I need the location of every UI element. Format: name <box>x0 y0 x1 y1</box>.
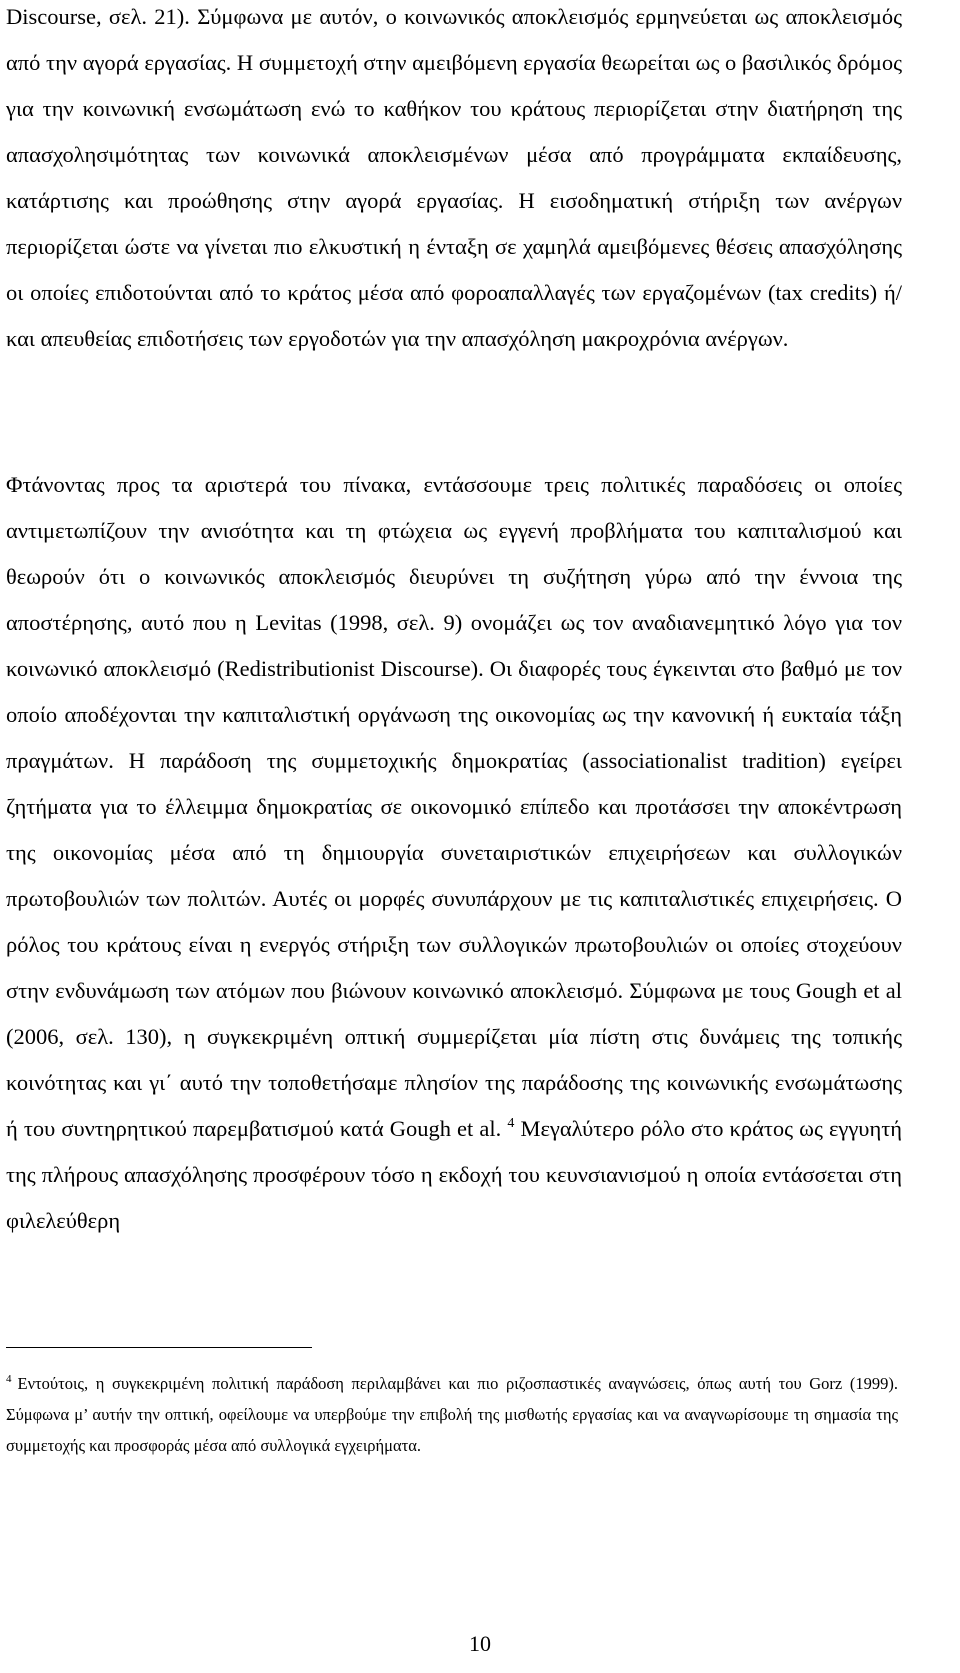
body-paragraph-1 <box>6 0 902 362</box>
footnote-text: Εντούτοις, η συγκεκριμένη πολιτική παράδοση περιλαμβάνει και πιο ριζοσπαστικές αναγνώσεις, όπως αυτή του Gorz (1999). Σύμφωνα μ’ αυτήν την οπτική, οφείλουμε να υπερβούμε την επιβολή της μισθωτής εργασίας και να αναγνωρίσουμε τη σημασία της συμμετοχής και προσφοράς μέσα από συλλογικά εγχειρήματα. <box>6 1374 898 1455</box>
footnote <box>6 1368 898 1461</box>
paragraph-2-continuation: Μεγαλύτερο ρόλο στο κράτος ως εγγυητή της πλήρους απασχόλησης προσφέρουν τόσο η εκδοχή του κευνσιανισμού η οποία εντάσσεται στη φιλελεύθερη <box>6 1116 903 1233</box>
paragraph-1-text: Discourse, σελ. 21). Σύμφωνα με αυτόν, ο κοινωνικός αποκλεισμός ερμηνεύεται ως αποκλεισμός από την αγορά εργασίας. Η συμμετοχή στην αμειβόμενη εργασία θεωρείται ως ο βασιλικός δρόμος για την κοινωνική ενσωμάτωση ενώ το καθήκον του κράτους περιορίζεται στην διατήρηση της απασχολησιμότητας των κοινωνικά αποκλεισμένων μέσα από προγράμματα εκπαίδευσης, κατάρτισης και προώθησης στην αγορά εργασίας. Η εισοδηματική στήριξη των ανέργων περιορίζεται ώστε να γίνεται πιο ελκυστική η ένταξη σε χαμηλά αμειβόμενες θέσεις απασχόλησης οι οποίες επιδοτούνται από το κράτος μέσα από φοροαπαλλαγές των εργαζομένων (tax credits) ή/και απευθείας επιδοτήσεις των εργοδοτών για την απασχόληση μακροχρόνια ανέργων. <box>6 4 902 351</box>
page-number: 10 <box>469 1631 491 1656</box>
footnote-reference[interactable]: 4 <box>507 1116 515 1131</box>
footnote-number: 4 <box>6 1373 12 1385</box>
body-paragraph-2 <box>6 462 902 1244</box>
paragraph-2-text: Φτάνοντας προς τα αριστερά του πίνακα, εντάσσουμε τρεις πολιτικές παραδόσεις οι οποίες αντιμετωπίζουν την ανισότητα και τη φτώχεια ως εγγενή προβλήματα του καπιταλισμού και θεωρούν ότι ο κοινωνικός αποκλεισμός διευρύνει τη συζήτηση γύρω από την έννοια της αποστέρησης, αυτό που η Levitas (1998, σελ. 9) ονομάζει ως τον αναδιανεμητικό λόγο για τον κοινωνικό αποκλεισμό (Redistributionist Discourse). Οι διαφορές τους έγκεινται στο βαθμό με τον οποίο αποδέχονται την καπιταλιστική οργάνωση της οικονομίας ως την κανονική ή ευκταία τάξη πραγμάτων. Η παράδοση της συμμετοχικής δημοκρατίας (associationalist tradition) εγείρει ζητήματα για το έλλειμμα δημοκρατίας σε οικονομικό επίπεδο και προτάσσει την αποκέντρωση της οικονομίας μέσα από τη δημιουργία συνεταιριστικών επιχειρήσεων και συλλογικών πρωτοβουλιών των πολιτών. Αυτές οι μορφές συνυπάρχουν με τις καπιταλιστικές επιχειρήσεις. Ο ρόλος του κράτους είναι η ενεργός στήριξη των συλλογικών πρωτοβουλιών οι οποίες στοχεύουν στην ενδυνάμωση των ατόμων που βιώνουν κοινωνικό αποκλεισμό. Σύμφωνα με τους Gough et al (2006, σελ. 130), η συγκεκριμένη οπτική συμμερίζεται μία πίστη στις δυνάμεις της τοπικής κοινότητας και γι΄ αυτό την τοποθετήσαμε πλησίον της παράδοσης της κοινωνικής ενσωμάτωσης ή του συντηρητικού παρεμβατισμού κατά Gough et al. <box>6 472 902 1141</box>
footnote-separator <box>6 1347 312 1348</box>
